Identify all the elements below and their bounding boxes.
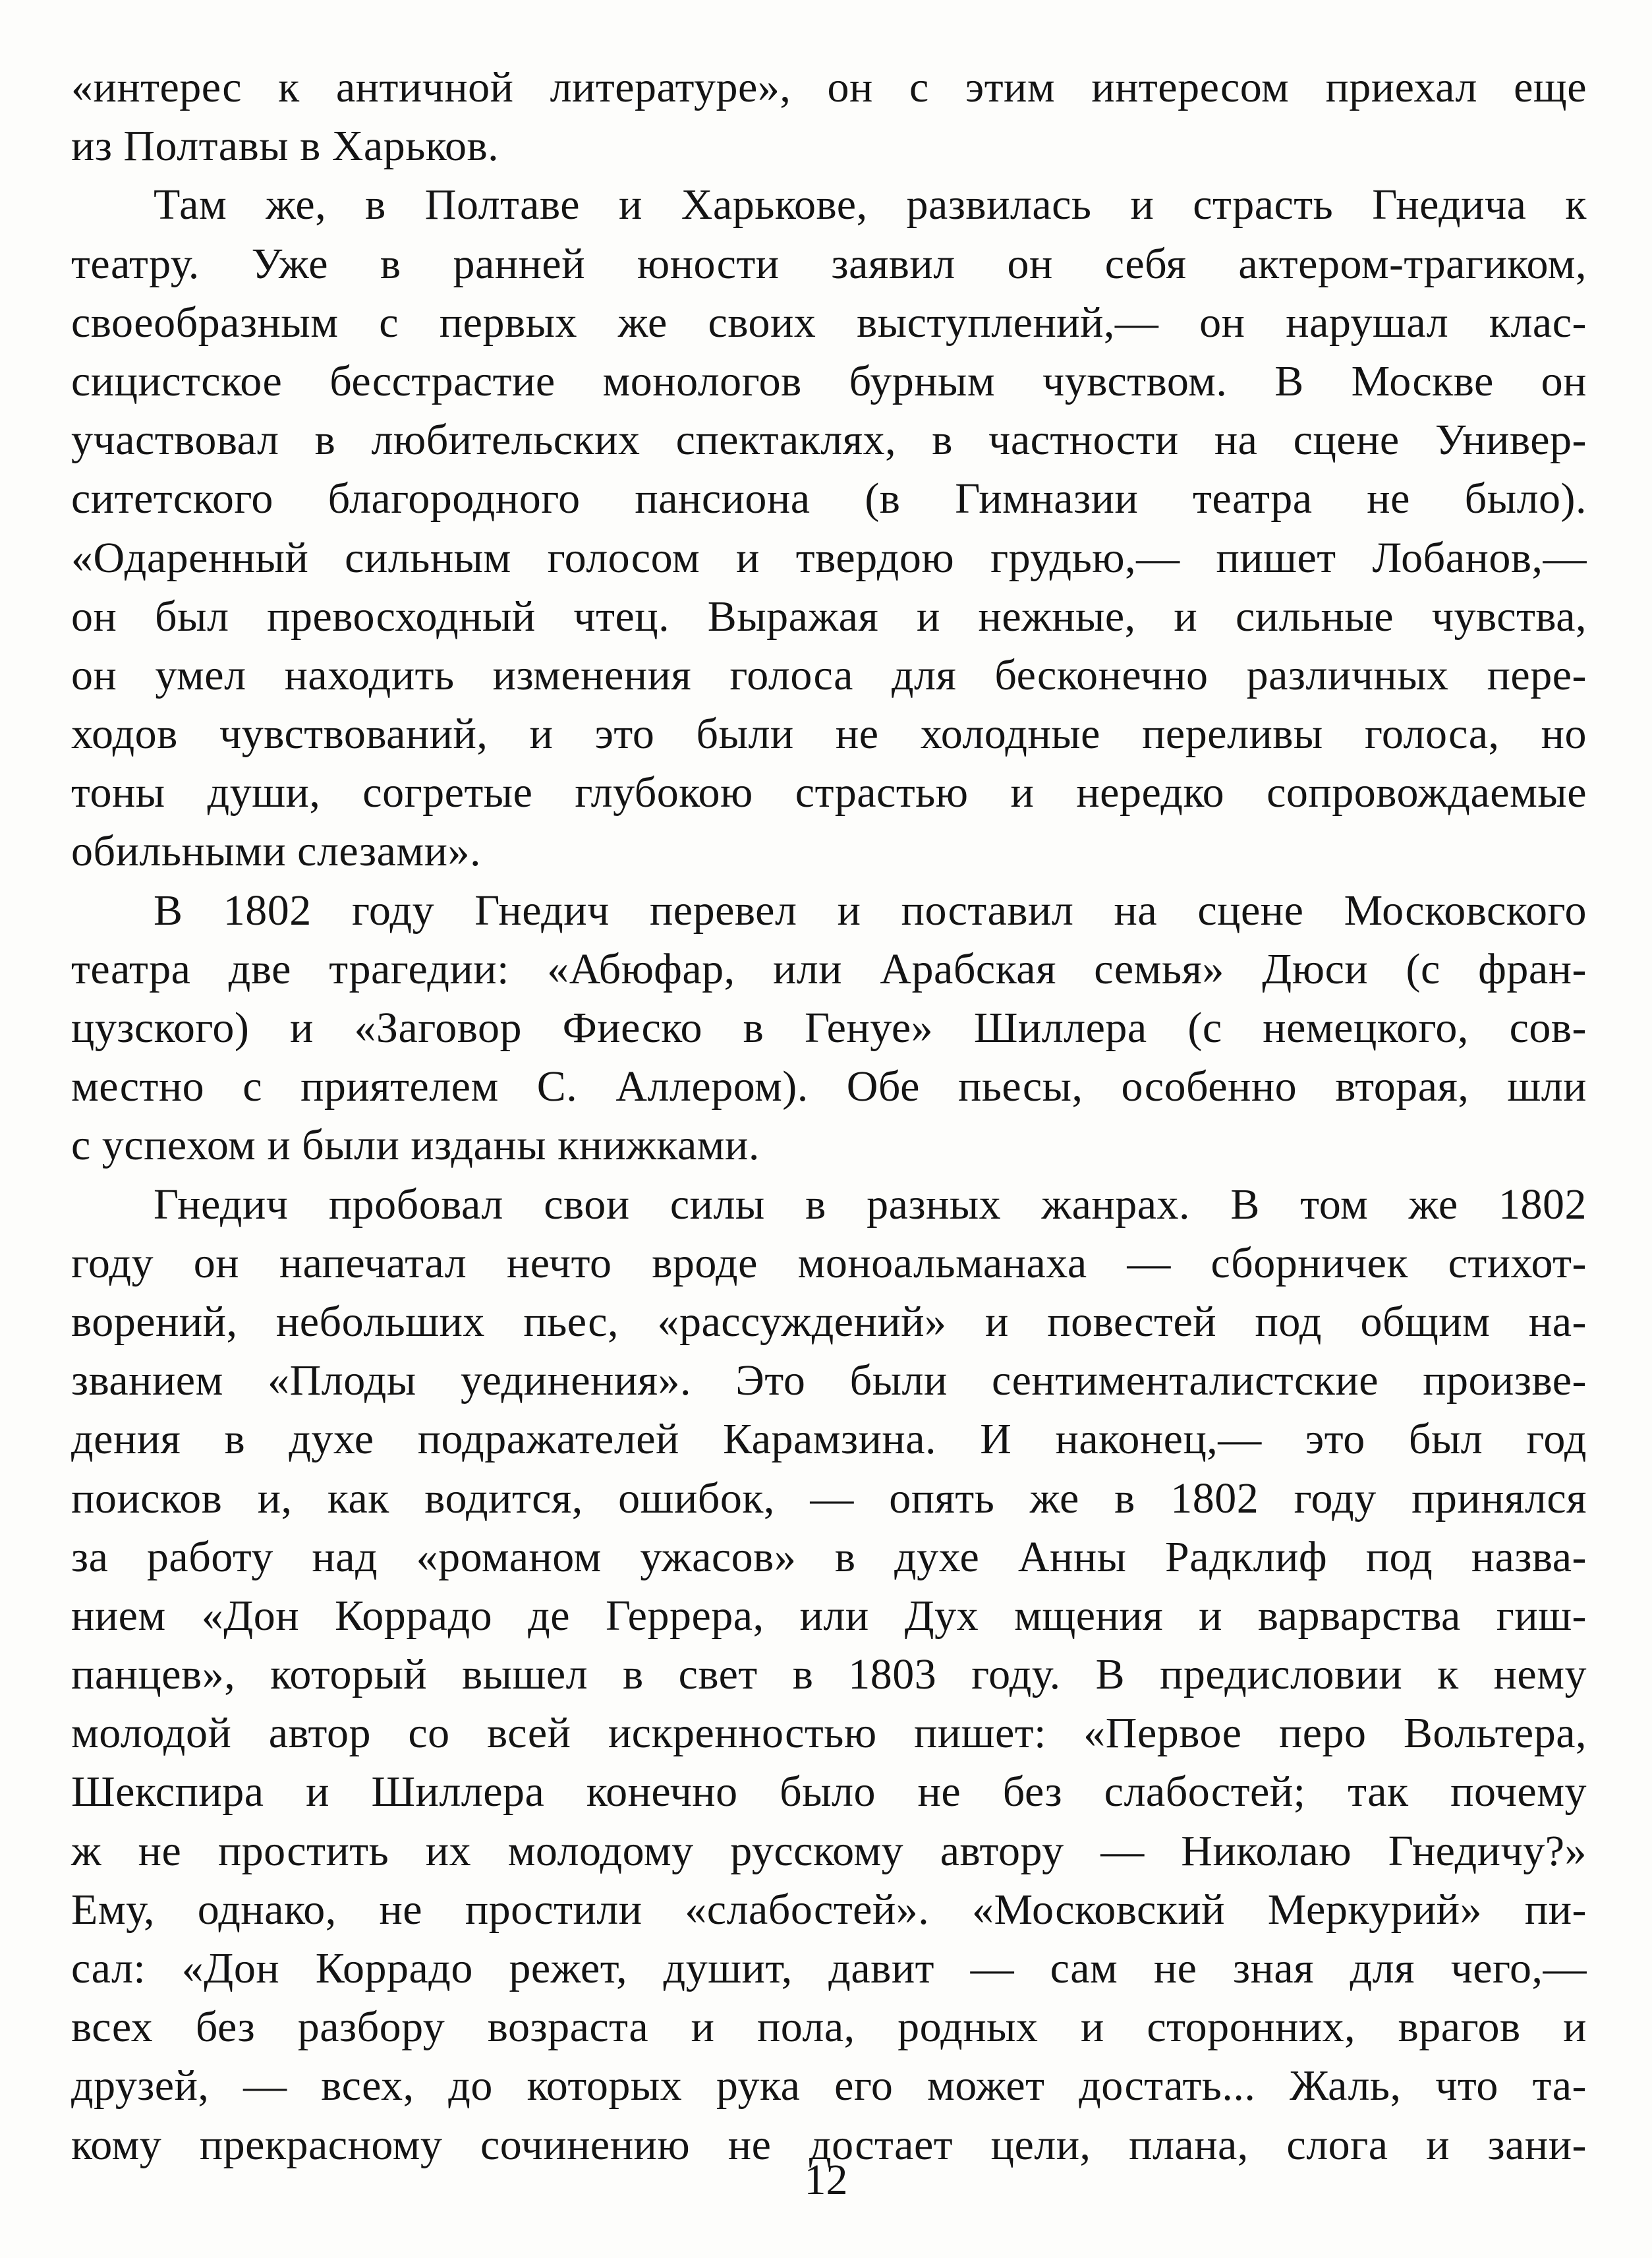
text-line: за работу над «романом ужасов» в духе Анны Радклиф под назва- xyxy=(71,1532,1587,1581)
text-line: ходов чувствований, и это были не холодные переливы голоса, но xyxy=(71,710,1587,759)
text-line: «Одаренный сильным голосом и твердою грудью,— пишет Лобанов,— xyxy=(71,533,1587,582)
text-line: из Полтавы в Харьков. xyxy=(71,122,499,171)
text-line: Шекспира и Шиллера конечно было не без слабостей; так почему xyxy=(71,1768,1587,1816)
text-line: нием «Дон Коррадо де Геррера, или Дух мщения и варварства гиш- xyxy=(71,1591,1587,1640)
text-line: ж не простить их молодому русскому автору — Николаю Гнедичу?» xyxy=(71,1826,1587,1875)
text-line: В 1802 году Гнедич перевел и поставил на сцене Московского xyxy=(154,886,1587,935)
text-line: местно с приятелем С. Аллером). Обе пьесы, особенно вторая, шли xyxy=(71,1062,1587,1111)
text-line: поисков и, как водится, ошибок, — опять же в 1802 году принялся xyxy=(71,1474,1587,1522)
text-line: Гнедич пробовал свои силы в разных жанрах. В том же 1802 xyxy=(154,1180,1587,1229)
paragraph xyxy=(71,1175,1587,2174)
text-line: участвовал в любительских спектаклях, в частности на сцене Универ- xyxy=(71,416,1587,465)
text-line: он был превосходный чтец. Выражая и нежные, и сильные чувства, xyxy=(71,592,1587,641)
paragraph xyxy=(71,58,1587,175)
text-line: Ему, однако, не простили «слабостей». «Московский Меркурий» пи- xyxy=(71,1885,1587,1934)
text-line: ситетского благородного пансиона (в Гимназии театра не было). xyxy=(71,475,1587,523)
text-line: театру. Уже в ранней юности заявил он себя актером-трагиком, xyxy=(71,239,1587,288)
text-line: друзей, — всех, до которых рука его может достать... Жаль, что та- xyxy=(71,2062,1587,2110)
text-line: сал: «Дон Коррадо режет, душит, давит — сам не зная для чего,— xyxy=(71,1944,1587,1992)
text-line: тоны души, согретые глубокою страстью и нередко сопровождаемые xyxy=(71,768,1587,817)
page-number: 12 xyxy=(804,2156,848,2204)
paragraph xyxy=(71,175,1587,881)
text-line: всех без разбору возраста и пола, родных и сторонних, врагов и xyxy=(71,2003,1587,2052)
text-line: панцев», который вышел в свет в 1803 году. В предисловии к нему xyxy=(71,1650,1587,1699)
text-line: цузского) и «Заговор Фиеско в Генуе» Шиллера (с немецкого, сов- xyxy=(71,1004,1587,1052)
text-line: кому прекрасному сочинению не достает цели, плана, слога и зани- xyxy=(71,2120,1587,2169)
text-line: ворений, небольших пьес, «рассуждений» и повестей под общим на- xyxy=(71,1297,1587,1346)
text-line: своеобразным с первых же своих выступлений,— он нарушал клас- xyxy=(71,298,1587,347)
text-line: театра две трагедии: «Абюфар, или Арабская семья» Дюси (с фран- xyxy=(71,944,1587,993)
text-line: Там же, в Полтаве и Харькове, развилась и страсть Гнедича к xyxy=(154,181,1587,229)
body-text xyxy=(71,58,1587,2174)
text-line: сицистское бесстрастие монологов бурным чувством. В Москве он xyxy=(71,357,1587,405)
text-line: «интерес к античной литературе», он с этим интересом приехал еще xyxy=(71,63,1587,111)
text-line: он умел находить изменения голоса для бесконечно различных пере- xyxy=(71,651,1587,699)
text-line: году он напечатал нечто вроде моноальманаха — сборничек стихот- xyxy=(71,1238,1587,1287)
text-line: обильными слезами». xyxy=(71,827,481,876)
paragraph xyxy=(71,881,1587,1175)
text-line: молодой автор со всей искренностью пишет: «Первое перо Вольтера, xyxy=(71,1709,1587,1758)
text-line: дения в духе подражателей Карамзина. И наконец,— это был год xyxy=(71,1415,1587,1464)
text-line: званием «Плоды уединения». Это были сентименталистские произве- xyxy=(71,1356,1587,1405)
text-line: с успехом и были изданы книжками. xyxy=(71,1121,760,1170)
